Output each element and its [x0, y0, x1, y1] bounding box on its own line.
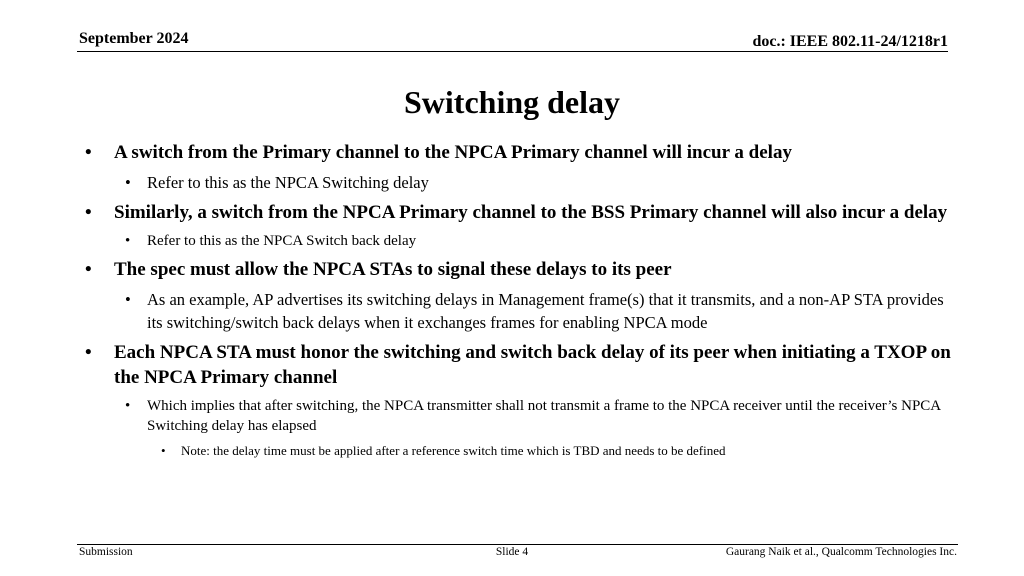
bullet-2-sub-1 — [80, 231, 960, 251]
bullet-dot-icon: • — [161, 443, 166, 458]
bullet-2 — [80, 200, 960, 225]
bullet-dot-icon: • — [85, 259, 92, 280]
footer-slide-number: Slide 4 — [495, 546, 529, 558]
bullet-dot-icon: • — [125, 398, 131, 414]
bullet-3-text: The spec must allow the NPCA STAs to signal these delays to its peer — [114, 259, 672, 280]
slide-body — [80, 140, 960, 466]
footer-submission: Submission — [79, 546, 133, 558]
bullet-1-sub-1-text: Refer to this as the NPCA Switching delay — [147, 173, 429, 192]
bullet-dot-icon: • — [85, 202, 92, 223]
footer-authors: Gaurang Naik et al., Qualcomm Technologies Inc. — [725, 546, 957, 558]
bullet-1-text: A switch from the Primary channel to the NPCA Primary channel will incur a delay — [114, 142, 792, 163]
header-date: September 2024 — [79, 30, 189, 47]
bullet-dot-icon: • — [125, 290, 131, 309]
bullet-3 — [80, 257, 960, 282]
bullet-3-sub-1-text: As an example, AP advertises its switching delays in Management frame(s) that it transmits, and a non-AP STA provides its switching/switch back delays when it exchanges frames for enabling NPCA mode — [147, 290, 944, 332]
bullet-4-text: Each NPCA STA must honor the switching and switch back delay of its peer when initiating a TXOP on the NPCA Primary channel — [114, 342, 951, 388]
bullet-dot-icon: • — [85, 342, 92, 363]
bullet-4-subsub-1 — [80, 442, 960, 460]
bullet-1 — [80, 140, 960, 165]
bullet-1-sub-1 — [80, 171, 960, 194]
bullet-4-sub-1 — [80, 396, 960, 436]
footer-divider — [77, 544, 958, 545]
bullet-2-sub-1-text: Refer to this as the NPCA Switch back delay — [147, 233, 417, 249]
header-doc-id: doc.: IEEE 802.11-24/1218r1 — [752, 33, 948, 50]
bullet-4 — [80, 340, 960, 390]
bullet-4-sub-1-text: Which implies that after switching, the NPCA transmitter shall not transmit a frame to the NPCA receiver until the receiver’s NPCA Switching delay has elapsed — [147, 398, 941, 434]
header-divider — [77, 51, 948, 52]
slide-title: Switching delay — [403, 84, 621, 120]
bullet-dot-icon: • — [125, 173, 131, 192]
bullet-2-text: Similarly, a switch from the NPCA Primary channel to the BSS Primary channel will also incur a delay — [114, 202, 948, 223]
bullet-4-subsub-1-text: Note: the delay time must be applied after a reference switch time which is TBD and needs to be defined — [181, 443, 726, 458]
bullet-dot-icon: • — [85, 142, 92, 163]
bullet-3-sub-1 — [80, 288, 960, 334]
bullet-dot-icon: • — [125, 233, 131, 249]
